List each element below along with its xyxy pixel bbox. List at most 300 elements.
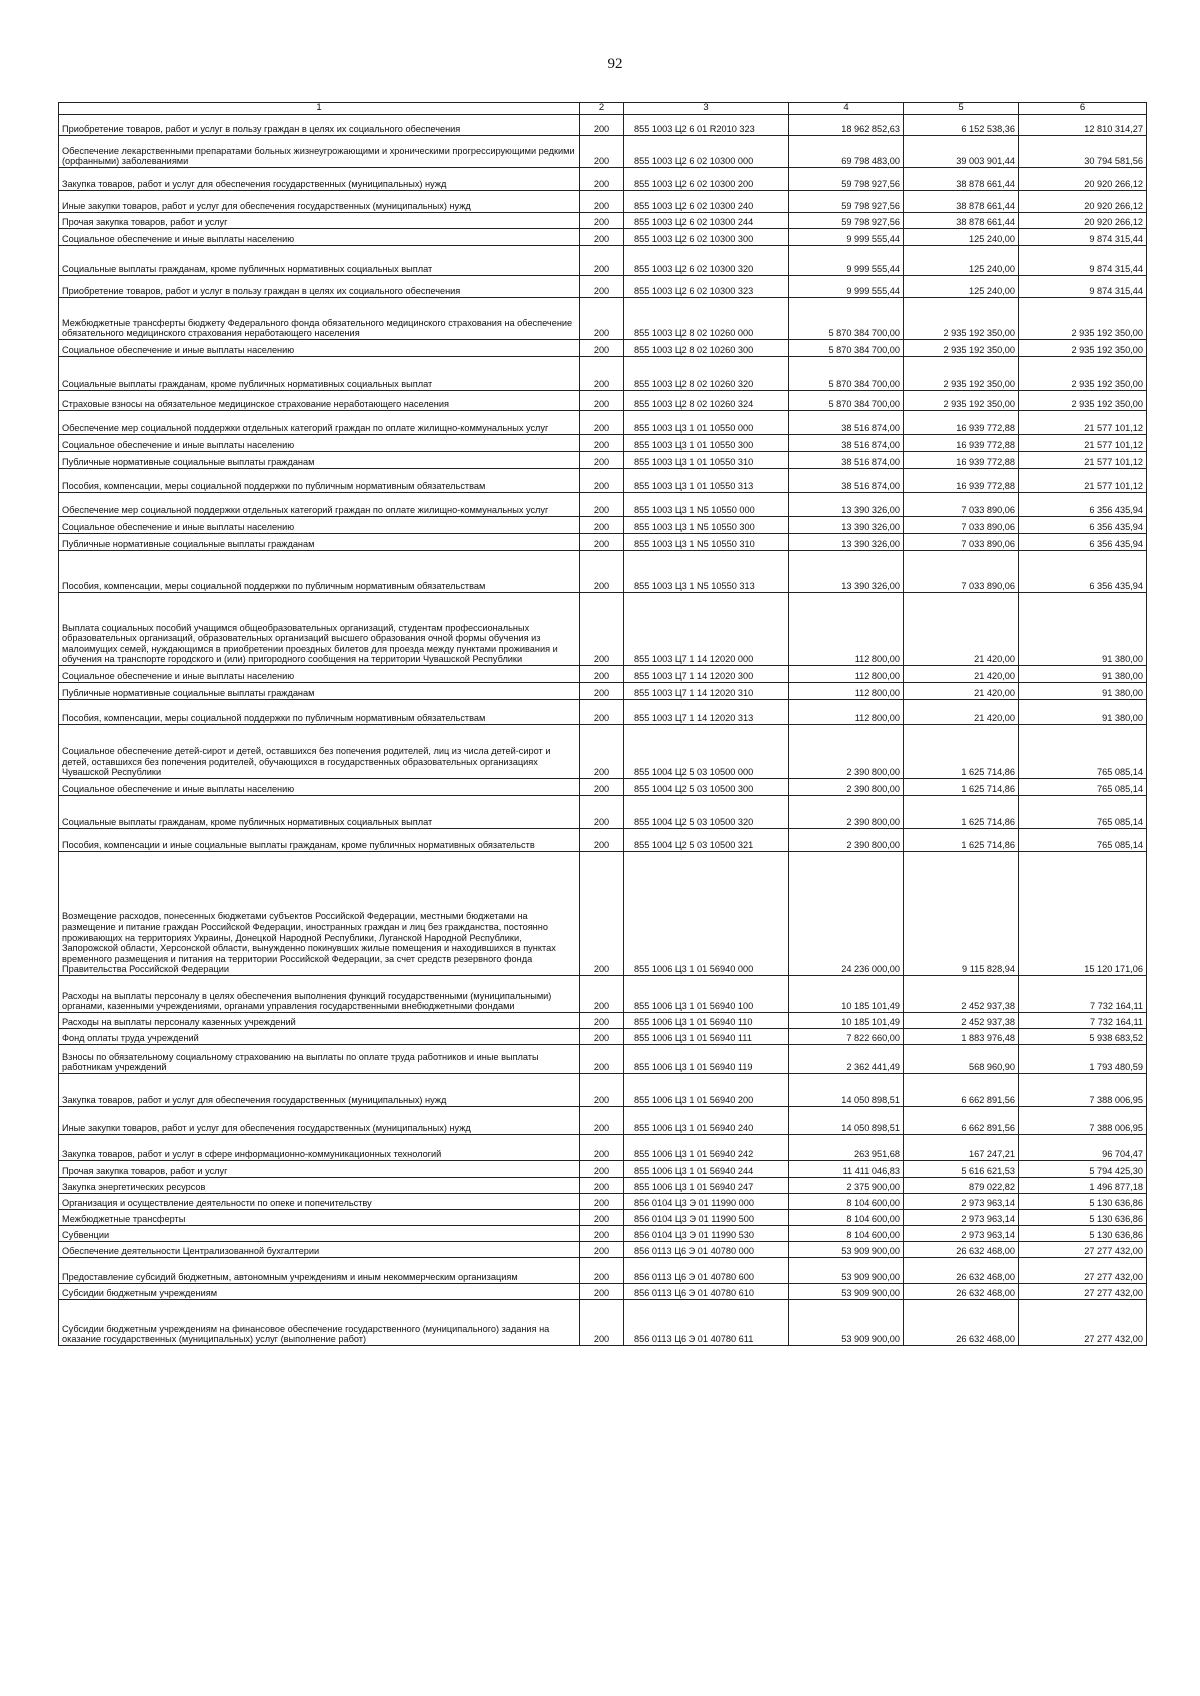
row-description: Публичные нормативные социальные выплаты гражданам — [59, 534, 580, 551]
row-value-col5: 39 003 901,44 — [904, 136, 1019, 168]
row-value-col6: 6 356 435,94 — [1019, 534, 1147, 551]
row-value-col6: 7 732 164,11 — [1019, 976, 1147, 1013]
table-row — [59, 1013, 1147, 1029]
row-value-col5: 9 115 828,94 — [904, 852, 1019, 976]
row-value-col5: 125 240,00 — [904, 229, 1019, 246]
row-description: Фонд оплаты труда учреждений — [59, 1029, 580, 1045]
row-admin-code: 200 — [580, 517, 624, 534]
table-row — [59, 493, 1147, 517]
row-value-col6: 5 794 425,30 — [1019, 1161, 1147, 1178]
row-value-col5: 2 935 192 350,00 — [904, 391, 1019, 411]
row-description: Приобретение товаров, работ и услуг в пользу граждан в целях их социального обеспечения — [59, 276, 580, 298]
row-value-col5: 2 935 192 350,00 — [904, 357, 1019, 391]
row-description: Межбюджетные трансферты бюджету Федерального фонда обязательного медицинского страхования на обеспечение обязательного медицинского страхования неработающего населения — [59, 298, 580, 340]
row-value-col5: 2 452 937,38 — [904, 976, 1019, 1013]
row-value-col5: 16 939 772,88 — [904, 469, 1019, 493]
table-row — [59, 1258, 1147, 1284]
row-description: Возмещение расходов, понесенных бюджетами субъектов Российской Федерации, местными бюджетами на размещение и питание граждан Российской Федерации, иностранных граждан и лиц без гражданства, постоянно проживающих на территориях Украины, Донецкой Народной Республики, Луганской Народной Республики, Запорожской области, Херсонской области, вынужденно покинувших жилые помещения и находившихся в пунктах временного размещения и питания на территории Российской Федерации, за счет средств резервного фонда Правительства Российской Федерации — [59, 852, 580, 976]
row-value-col6: 15 120 171,06 — [1019, 852, 1147, 976]
row-classification-code: 855 1003 Ц3 1 01 10550 310 — [624, 452, 789, 469]
row-value-col6: 7 388 006,95 — [1019, 1107, 1147, 1135]
row-value-col6: 7 732 164,11 — [1019, 1013, 1147, 1029]
row-description: Межбюджетные трансферты — [59, 1210, 580, 1226]
row-admin-code: 200 — [580, 1242, 624, 1258]
row-value-col5: 38 878 661,44 — [904, 191, 1019, 213]
row-value-col6: 2 935 192 350,00 — [1019, 391, 1147, 411]
row-value-col6: 2 935 192 350,00 — [1019, 340, 1147, 357]
row-admin-code: 200 — [580, 298, 624, 340]
row-description: Предоставление субсидий бюджетным, автономным учреждениям и иным некоммерческим организациям — [59, 1258, 580, 1284]
row-value-col5: 125 240,00 — [904, 276, 1019, 298]
table-row — [59, 168, 1147, 191]
row-value-col5: 38 878 661,44 — [904, 213, 1019, 229]
table-row — [59, 1300, 1147, 1346]
row-value-col6: 765 085,14 — [1019, 829, 1147, 852]
row-admin-code: 200 — [580, 411, 624, 435]
row-value-col5: 5 616 621,53 — [904, 1161, 1019, 1178]
row-value-col5: 6 152 538,36 — [904, 115, 1019, 136]
row-classification-code: 856 0113 Ц6 Э 01 40780 611 — [624, 1300, 789, 1346]
row-value-col6: 91 380,00 — [1019, 593, 1147, 666]
row-description: Прочая закупка товаров, работ и услуг — [59, 213, 580, 229]
row-description: Приобретение товаров, работ и услуг в пользу граждан в целях их социального обеспечения — [59, 115, 580, 136]
row-value-col4: 2 390 800,00 — [789, 829, 904, 852]
row-description: Иные закупки товаров, работ и услуг для обеспечения государственных (муниципальных) нужд — [59, 191, 580, 213]
row-value-col4: 112 800,00 — [789, 683, 904, 700]
row-admin-code: 200 — [580, 469, 624, 493]
row-description: Социальное обеспечение детей-сирот и детей, оставшихся без попечения родителей, лиц из числа детей-сирот и детей, оставшихся без попечения родителей, обучающихся в государственных образовательных организациях Чувашской Республики — [59, 725, 580, 779]
row-value-col4: 112 800,00 — [789, 666, 904, 683]
row-value-col5: 1 625 714,86 — [904, 829, 1019, 852]
row-value-col4: 9 999 555,44 — [789, 246, 904, 276]
row-admin-code: 200 — [580, 213, 624, 229]
table-row — [59, 1135, 1147, 1161]
row-value-col5: 2 935 192 350,00 — [904, 340, 1019, 357]
row-value-col6: 27 277 432,00 — [1019, 1300, 1147, 1346]
table-row — [59, 1161, 1147, 1178]
row-description: Пособия, компенсации, меры социальной поддержки по публичным нормативным обязательствам — [59, 551, 580, 593]
row-admin-code: 200 — [580, 435, 624, 452]
table-row — [59, 1284, 1147, 1300]
row-description: Расходы на выплаты персоналу казенных учреждений — [59, 1013, 580, 1029]
row-admin-code: 200 — [580, 1300, 624, 1346]
row-classification-code: 855 1006 Ц3 1 01 56940 242 — [624, 1135, 789, 1161]
row-admin-code: 200 — [580, 725, 624, 779]
row-value-col4: 53 909 900,00 — [789, 1242, 904, 1258]
row-value-col4: 5 870 384 700,00 — [789, 391, 904, 411]
table-row — [59, 779, 1147, 796]
table-row — [59, 829, 1147, 852]
row-classification-code: 855 1003 Ц3 1 01 10550 300 — [624, 435, 789, 452]
table-row — [59, 593, 1147, 666]
row-value-col4: 38 516 874,00 — [789, 469, 904, 493]
row-classification-code: 855 1006 Ц3 1 01 56940 100 — [624, 976, 789, 1013]
row-value-col5: 7 033 890,06 — [904, 534, 1019, 551]
table-row — [59, 666, 1147, 683]
row-value-col6: 27 277 432,00 — [1019, 1258, 1147, 1284]
row-description: Выплата социальных пособий учащимся общеобразовательных организаций, студентам профессиональных образовательных организаций, образовательных организаций высшего образования очной формы обучения из малоимущих семей, нуждающимся в приобретении проездных билетов для проезда между пунктами проживания и обучения на транспорте городского и (или) пригородного сообщения на территории Чувашской Республики — [59, 593, 580, 666]
row-value-col4: 2 390 800,00 — [789, 779, 904, 796]
row-value-col5: 2 973 963,14 — [904, 1194, 1019, 1210]
row-value-col4: 9 999 555,44 — [789, 276, 904, 298]
row-value-col6: 7 388 006,95 — [1019, 1074, 1147, 1107]
row-value-col4: 38 516 874,00 — [789, 435, 904, 452]
row-value-col6: 5 130 636,86 — [1019, 1226, 1147, 1242]
row-value-col5: 26 632 468,00 — [904, 1284, 1019, 1300]
row-value-col4: 13 390 326,00 — [789, 493, 904, 517]
row-classification-code: 855 1003 Ц7 1 14 12020 000 — [624, 593, 789, 666]
row-admin-code: 200 — [580, 493, 624, 517]
table-row — [59, 435, 1147, 452]
row-description: Обеспечение деятельности Централизованной бухгалтерии — [59, 1242, 580, 1258]
row-value-col4: 13 390 326,00 — [789, 534, 904, 551]
row-value-col4: 14 050 898,51 — [789, 1107, 904, 1135]
row-value-col4: 24 236 000,00 — [789, 852, 904, 976]
row-value-col4: 59 798 927,56 — [789, 168, 904, 191]
row-value-col4: 8 104 600,00 — [789, 1226, 904, 1242]
row-value-col4: 9 999 555,44 — [789, 229, 904, 246]
row-classification-code: 856 0113 Ц6 Э 01 40780 610 — [624, 1284, 789, 1300]
row-value-col5: 125 240,00 — [904, 246, 1019, 276]
column-header: 2 — [580, 103, 624, 115]
row-value-col6: 96 704,47 — [1019, 1135, 1147, 1161]
table-row — [59, 1029, 1147, 1045]
row-value-col6: 27 277 432,00 — [1019, 1284, 1147, 1300]
table-row — [59, 115, 1147, 136]
row-description: Закупка товаров, работ и услуг для обеспечения государственных (муниципальных) нужд — [59, 168, 580, 191]
table-row — [59, 1242, 1147, 1258]
row-admin-code: 200 — [580, 1210, 624, 1226]
row-description: Страховые взносы на обязательное медицинское страхование неработающего населения — [59, 391, 580, 411]
column-header: 6 — [1019, 103, 1147, 115]
row-classification-code: 855 1006 Ц3 1 01 56940 240 — [624, 1107, 789, 1135]
row-admin-code: 200 — [580, 1107, 624, 1135]
row-admin-code: 200 — [580, 168, 624, 191]
row-admin-code: 200 — [580, 276, 624, 298]
row-description: Обеспечение мер социальной поддержки отдельных категорий граждан по оплате жилищно-коммунальных услуг — [59, 411, 580, 435]
row-admin-code: 200 — [580, 191, 624, 213]
row-value-col4: 18 962 852,63 — [789, 115, 904, 136]
table-row — [59, 852, 1147, 976]
row-admin-code: 200 — [580, 1161, 624, 1178]
row-value-col5: 6 662 891,56 — [904, 1107, 1019, 1135]
row-value-col4: 5 870 384 700,00 — [789, 357, 904, 391]
row-classification-code: 855 1006 Ц3 1 01 56940 000 — [624, 852, 789, 976]
row-classification-code: 855 1004 Ц2 5 03 10500 320 — [624, 796, 789, 829]
row-value-col4: 2 390 800,00 — [789, 796, 904, 829]
table-row — [59, 1178, 1147, 1194]
row-admin-code: 200 — [580, 1074, 624, 1107]
row-value-col4: 38 516 874,00 — [789, 452, 904, 469]
row-classification-code: 855 1003 Ц2 6 02 10300 323 — [624, 276, 789, 298]
row-value-col5: 1 883 976,48 — [904, 1029, 1019, 1045]
row-value-col5: 16 939 772,88 — [904, 411, 1019, 435]
row-value-col5: 1 625 714,86 — [904, 796, 1019, 829]
row-classification-code: 855 1006 Ц3 1 01 56940 247 — [624, 1178, 789, 1194]
row-value-col5: 7 033 890,06 — [904, 551, 1019, 593]
row-classification-code: 855 1003 Ц2 6 02 10300 244 — [624, 213, 789, 229]
column-header-row — [59, 103, 1147, 115]
row-classification-code: 855 1003 Ц7 1 14 12020 300 — [624, 666, 789, 683]
row-classification-code: 856 0113 Ц6 Э 01 40780 600 — [624, 1258, 789, 1284]
table-row — [59, 1210, 1147, 1226]
row-description: Обеспечение мер социальной поддержки отдельных категорий граждан по оплате жилищно-коммунальных услуг — [59, 493, 580, 517]
row-value-col5: 7 033 890,06 — [904, 517, 1019, 534]
row-classification-code: 855 1003 Ц2 6 02 10300 320 — [624, 246, 789, 276]
row-description: Иные закупки товаров, работ и услуг для обеспечения государственных (муниципальных) нужд — [59, 1107, 580, 1135]
row-admin-code: 200 — [580, 1284, 624, 1300]
table-row — [59, 298, 1147, 340]
row-admin-code: 200 — [580, 683, 624, 700]
row-admin-code: 200 — [580, 551, 624, 593]
row-admin-code: 200 — [580, 976, 624, 1013]
row-classification-code: 856 0104 Ц3 Э 01 11990 530 — [624, 1226, 789, 1242]
row-description: Прочая закупка товаров, работ и услуг — [59, 1161, 580, 1178]
row-description: Расходы на выплаты персоналу в целях обеспечения выполнения функций государственными (муниципальными) органами, казенными учреждениями, органами управления государственными внебюджетными фондами — [59, 976, 580, 1013]
column-header: 4 — [789, 103, 904, 115]
table-row — [59, 411, 1147, 435]
row-description: Закупка товаров, работ и услуг в сфере информационно-коммуникационных технологий — [59, 1135, 580, 1161]
row-admin-code: 200 — [580, 229, 624, 246]
row-admin-code: 200 — [580, 593, 624, 666]
row-description: Закупка энергетических ресурсов — [59, 1178, 580, 1194]
row-classification-code: 855 1003 Ц3 1 N5 10550 310 — [624, 534, 789, 551]
row-value-col4: 53 909 900,00 — [789, 1284, 904, 1300]
row-value-col6: 21 577 101,12 — [1019, 411, 1147, 435]
budget-table — [58, 102, 1147, 1346]
row-value-col6: 5 130 636,86 — [1019, 1194, 1147, 1210]
table-row — [59, 517, 1147, 534]
row-value-col5: 2 452 937,38 — [904, 1013, 1019, 1029]
row-admin-code: 200 — [580, 1258, 624, 1284]
row-description: Субсидии бюджетным учреждениям — [59, 1284, 580, 1300]
row-value-col6: 20 920 266,12 — [1019, 168, 1147, 191]
page-number: 92 — [607, 56, 623, 72]
row-classification-code: 856 0113 Ц6 Э 01 40780 000 — [624, 1242, 789, 1258]
row-value-col6: 1 496 877,18 — [1019, 1178, 1147, 1194]
table-row — [59, 391, 1147, 411]
row-value-col4: 53 909 900,00 — [789, 1258, 904, 1284]
row-value-col4: 8 104 600,00 — [789, 1194, 904, 1210]
row-value-col6: 12 810 314,27 — [1019, 115, 1147, 136]
table-row — [59, 191, 1147, 213]
row-admin-code: 200 — [580, 779, 624, 796]
row-classification-code: 856 0104 Ц3 Э 01 11990 000 — [624, 1194, 789, 1210]
table-row — [59, 1045, 1147, 1074]
row-admin-code: 200 — [580, 391, 624, 411]
row-classification-code: 855 1003 Ц3 1 N5 10550 313 — [624, 551, 789, 593]
row-description: Пособия, компенсации, меры социальной поддержки по публичным нормативным обязательствам — [59, 700, 580, 725]
row-value-col6: 5 938 683,52 — [1019, 1029, 1147, 1045]
row-value-col4: 5 870 384 700,00 — [789, 298, 904, 340]
row-value-col6: 2 935 192 350,00 — [1019, 298, 1147, 340]
row-value-col6: 2 935 192 350,00 — [1019, 357, 1147, 391]
row-value-col5: 21 420,00 — [904, 683, 1019, 700]
row-value-col6: 20 920 266,12 — [1019, 191, 1147, 213]
table-row — [59, 229, 1147, 246]
row-value-col5: 16 939 772,88 — [904, 435, 1019, 452]
row-value-col5: 1 625 714,86 — [904, 725, 1019, 779]
row-value-col4: 13 390 326,00 — [789, 551, 904, 593]
table-row — [59, 551, 1147, 593]
row-value-col6: 6 356 435,94 — [1019, 551, 1147, 593]
row-value-col5: 7 033 890,06 — [904, 493, 1019, 517]
row-admin-code: 200 — [580, 1045, 624, 1074]
row-value-col4: 59 798 927,56 — [789, 213, 904, 229]
row-classification-code: 855 1003 Ц2 6 02 10300 200 — [624, 168, 789, 191]
row-admin-code: 200 — [580, 796, 624, 829]
row-value-col5: 26 632 468,00 — [904, 1242, 1019, 1258]
table-row — [59, 1194, 1147, 1210]
row-value-col4: 5 870 384 700,00 — [789, 340, 904, 357]
row-admin-code: 200 — [580, 1029, 624, 1045]
row-description: Взносы по обязательному социальному страхованию на выплаты по оплате труда работников и иные выплаты работникам учреждений — [59, 1045, 580, 1074]
row-value-col6: 27 277 432,00 — [1019, 1242, 1147, 1258]
row-value-col5: 21 420,00 — [904, 666, 1019, 683]
row-value-col5: 2 973 963,14 — [904, 1226, 1019, 1242]
row-value-col6: 1 793 480,59 — [1019, 1045, 1147, 1074]
row-classification-code: 855 1003 Ц7 1 14 12020 310 — [624, 683, 789, 700]
row-value-col4: 263 951,68 — [789, 1135, 904, 1161]
row-value-col6: 91 380,00 — [1019, 666, 1147, 683]
row-value-col4: 53 909 900,00 — [789, 1300, 904, 1346]
row-value-col4: 38 516 874,00 — [789, 411, 904, 435]
row-value-col4: 8 104 600,00 — [789, 1210, 904, 1226]
row-value-col6: 765 085,14 — [1019, 796, 1147, 829]
row-value-col6: 765 085,14 — [1019, 725, 1147, 779]
row-classification-code: 855 1003 Ц2 8 02 10260 320 — [624, 357, 789, 391]
row-value-col4: 69 798 483,00 — [789, 136, 904, 168]
row-classification-code: 856 0104 Ц3 Э 01 11990 500 — [624, 1210, 789, 1226]
row-value-col5: 16 939 772,88 — [904, 452, 1019, 469]
row-value-col5: 2 935 192 350,00 — [904, 298, 1019, 340]
row-description: Социальное обеспечение и иные выплаты населению — [59, 229, 580, 246]
row-classification-code: 855 1003 Ц2 6 02 10300 000 — [624, 136, 789, 168]
table-row — [59, 700, 1147, 725]
row-value-col5: 38 878 661,44 — [904, 168, 1019, 191]
row-admin-code: 200 — [580, 136, 624, 168]
row-classification-code: 855 1006 Ц3 1 01 56940 110 — [624, 1013, 789, 1029]
row-classification-code: 855 1006 Ц3 1 01 56940 111 — [624, 1029, 789, 1045]
row-admin-code: 200 — [580, 357, 624, 391]
row-classification-code: 855 1004 Ц2 5 03 10500 000 — [624, 725, 789, 779]
row-value-col5: 2 973 963,14 — [904, 1210, 1019, 1226]
table-row — [59, 452, 1147, 469]
row-value-col6: 6 356 435,94 — [1019, 517, 1147, 534]
row-admin-code: 200 — [580, 115, 624, 136]
row-admin-code: 200 — [580, 1178, 624, 1194]
row-value-col5: 26 632 468,00 — [904, 1300, 1019, 1346]
row-value-col4: 2 375 900,00 — [789, 1178, 904, 1194]
table-row — [59, 1226, 1147, 1242]
table-row — [59, 276, 1147, 298]
row-value-col5: 568 960,90 — [904, 1045, 1019, 1074]
row-description: Субвенции — [59, 1226, 580, 1242]
row-description: Социальное обеспечение и иные выплаты населению — [59, 435, 580, 452]
row-classification-code: 855 1004 Ц2 5 03 10500 321 — [624, 829, 789, 852]
table-row — [59, 976, 1147, 1013]
row-value-col6: 9 874 315,44 — [1019, 246, 1147, 276]
row-classification-code: 855 1003 Ц7 1 14 12020 313 — [624, 700, 789, 725]
row-admin-code: 200 — [580, 852, 624, 976]
row-classification-code: 855 1003 Ц2 8 02 10260 324 — [624, 391, 789, 411]
row-admin-code: 200 — [580, 246, 624, 276]
row-value-col5: 26 632 468,00 — [904, 1258, 1019, 1284]
column-header: 1 — [59, 103, 580, 115]
row-admin-code: 200 — [580, 1013, 624, 1029]
row-value-col4: 11 411 046,83 — [789, 1161, 904, 1178]
table-row — [59, 469, 1147, 493]
row-description: Социальные выплаты гражданам, кроме публичных нормативных социальных выплат — [59, 796, 580, 829]
row-classification-code: 855 1003 Ц2 6 02 10300 240 — [624, 191, 789, 213]
row-description: Субсидии бюджетным учреждениям на финансовое обеспечение государственного (муниципального) задания на оказание государственных (муниципальных) услуг (выполнение работ) — [59, 1300, 580, 1346]
row-description: Публичные нормативные социальные выплаты гражданам — [59, 683, 580, 700]
row-value-col4: 10 185 101,49 — [789, 1013, 904, 1029]
table-row — [59, 1074, 1147, 1107]
row-value-col4: 112 800,00 — [789, 593, 904, 666]
row-value-col6: 21 577 101,12 — [1019, 469, 1147, 493]
row-classification-code: 855 1003 Ц2 8 02 10260 000 — [624, 298, 789, 340]
row-value-col6: 91 380,00 — [1019, 683, 1147, 700]
row-description: Социальное обеспечение и иные выплаты населению — [59, 779, 580, 796]
row-value-col5: 21 420,00 — [904, 700, 1019, 725]
row-admin-code: 200 — [580, 340, 624, 357]
row-value-col5: 6 662 891,56 — [904, 1074, 1019, 1107]
row-classification-code: 855 1006 Ц3 1 01 56940 244 — [624, 1161, 789, 1178]
table-row — [59, 340, 1147, 357]
table-row — [59, 796, 1147, 829]
row-admin-code: 200 — [580, 666, 624, 683]
row-value-col5: 879 022,82 — [904, 1178, 1019, 1194]
row-value-col4: 2 390 800,00 — [789, 725, 904, 779]
row-admin-code: 200 — [580, 534, 624, 551]
table-row — [59, 725, 1147, 779]
row-description: Социальное обеспечение и иные выплаты населению — [59, 340, 580, 357]
row-value-col6: 9 874 315,44 — [1019, 276, 1147, 298]
row-value-col6: 6 356 435,94 — [1019, 493, 1147, 517]
row-admin-code: 200 — [580, 1135, 624, 1161]
row-classification-code: 855 1003 Ц3 1 N5 10550 300 — [624, 517, 789, 534]
row-value-col4: 7 822 660,00 — [789, 1029, 904, 1045]
row-description: Организация и осуществление деятельности по опеке и попечительству — [59, 1194, 580, 1210]
row-value-col6: 765 085,14 — [1019, 779, 1147, 796]
row-admin-code: 200 — [580, 1226, 624, 1242]
table-row — [59, 534, 1147, 551]
row-admin-code: 200 — [580, 829, 624, 852]
column-header: 5 — [904, 103, 1019, 115]
row-value-col4: 2 362 441,49 — [789, 1045, 904, 1074]
table-row — [59, 357, 1147, 391]
row-classification-code: 855 1003 Ц3 1 01 10550 313 — [624, 469, 789, 493]
row-value-col4: 13 390 326,00 — [789, 517, 904, 534]
row-value-col6: 21 577 101,12 — [1019, 435, 1147, 452]
row-classification-code: 855 1003 Ц2 6 02 10300 300 — [624, 229, 789, 246]
row-classification-code: 855 1006 Ц3 1 01 56940 200 — [624, 1074, 789, 1107]
row-admin-code: 200 — [580, 700, 624, 725]
row-description: Закупка товаров, работ и услуг для обеспечения государственных (муниципальных) нужд — [59, 1074, 580, 1107]
row-value-col6: 9 874 315,44 — [1019, 229, 1147, 246]
row-value-col6: 5 130 636,86 — [1019, 1210, 1147, 1226]
row-classification-code: 855 1003 Ц3 1 01 10550 000 — [624, 411, 789, 435]
row-description: Пособия, компенсации, меры социальной поддержки по публичным нормативным обязательствам — [59, 469, 580, 493]
row-description: Пособия, компенсации и иные социальные выплаты гражданам, кроме публичных нормативных обязательств — [59, 829, 580, 852]
row-classification-code: 855 1006 Ц3 1 01 56940 119 — [624, 1045, 789, 1074]
column-header: 3 — [624, 103, 789, 115]
row-value-col6: 20 920 266,12 — [1019, 213, 1147, 229]
table-row — [59, 246, 1147, 276]
table-row — [59, 683, 1147, 700]
row-description: Социальные выплаты гражданам, кроме публичных нормативных социальных выплат — [59, 246, 580, 276]
